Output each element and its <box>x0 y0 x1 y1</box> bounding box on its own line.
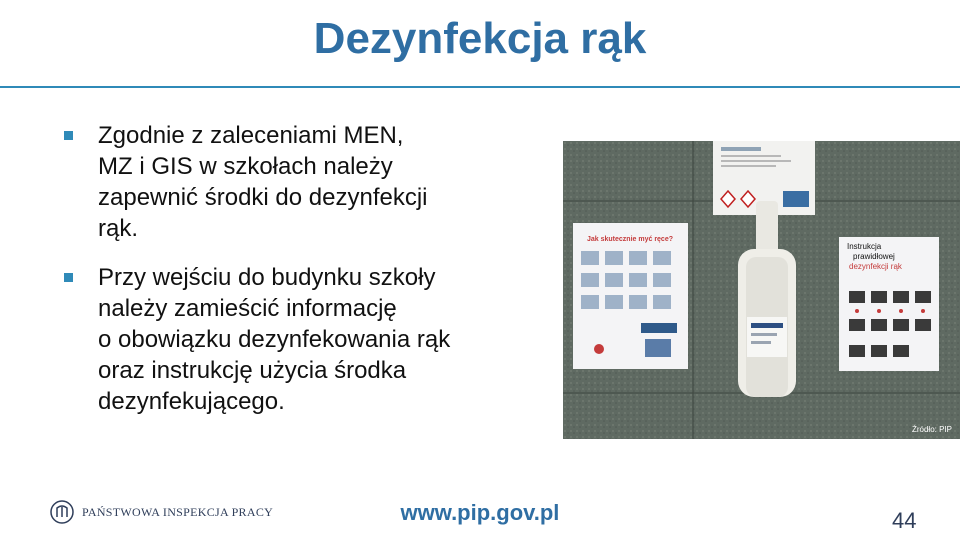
bullet-line: rąk. <box>98 215 139 242</box>
poster-left-heading: Jak skutecznie myć ręce? <box>587 236 673 243</box>
bullet-line: dezynfekującego. <box>98 388 285 415</box>
bullet-line: o obowiązku dezynfekowania rąk <box>98 326 451 353</box>
bullet-line: należy zamieścić informację <box>98 295 397 322</box>
bullet-line: zapewnić środki do dezynfekcji <box>98 184 428 211</box>
photo-source-caption: Źródło: PIP <box>911 425 952 434</box>
pip-emblem-icon <box>50 500 74 524</box>
poster-right-heading-line: Instrukcja <box>847 242 882 251</box>
poster-right-heading-line: dezynfekcji rąk <box>849 262 902 271</box>
bullet-line: oraz instrukcję użycia środka <box>98 357 407 384</box>
poster-right <box>839 237 939 371</box>
bullet-line: Przy wejściu do budynku szkoły <box>98 264 436 291</box>
square-bullet-icon <box>64 131 73 140</box>
dispenser-photo <box>563 141 960 439</box>
bullet-list <box>60 120 540 435</box>
photo-illustration <box>563 141 960 439</box>
square-bullet-icon <box>64 273 73 282</box>
website-url[interactable]: www.pip.gov.pl <box>400 500 560 525</box>
poster-left <box>573 223 688 369</box>
poster-right-heading-line: prawidłowej <box>853 252 895 261</box>
logo-text: PAŃSTWOWA INSPEKCJA PRACY <box>82 504 274 519</box>
bullet-line: MZ i GIS w szkołach należy <box>98 153 393 180</box>
slide-title: Dezynfekcja rąk <box>313 14 647 63</box>
bullet-line: Zgodnie z zaleceniami MEN, <box>98 122 404 149</box>
pip-logo <box>50 500 273 524</box>
page-number: 44 <box>892 508 917 533</box>
bullet-item <box>60 262 540 417</box>
title-divider <box>0 86 960 88</box>
bullet-item <box>60 120 540 244</box>
